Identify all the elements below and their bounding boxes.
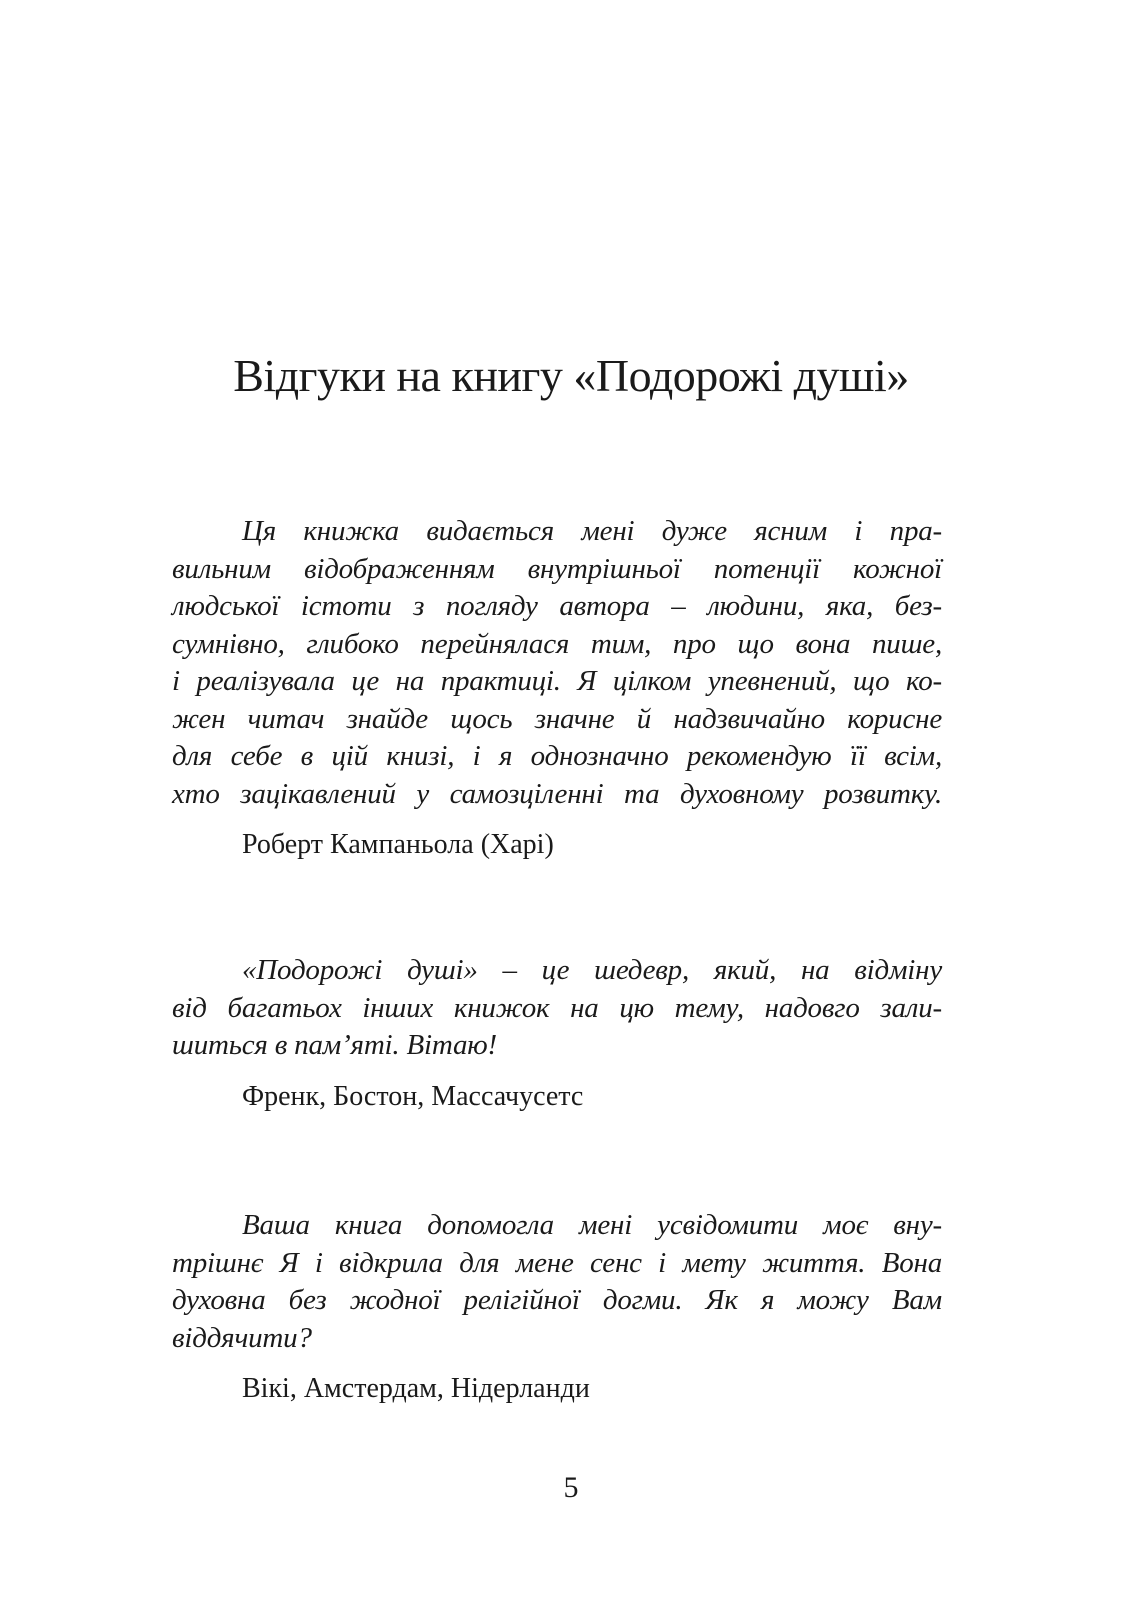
page-title: Відгуки на книгу «Подорожі душі» (233, 350, 909, 401)
review-text-line: віддячити? (172, 1321, 312, 1354)
review-1 (172, 513, 942, 863)
review-2 (172, 952, 942, 1115)
review-text-line: Ваша книга допомогла мені усвідомити моє вну- (242, 1209, 942, 1241)
review-author: Роберт Кампаньола (Харі) (242, 829, 554, 860)
page-number: 5 (563, 1471, 579, 1504)
review-text-line: духовна без жодної релігійної догми. Як я можу Вам (172, 1284, 942, 1316)
review-3 (172, 1207, 942, 1407)
review-text-line: «Подорожі душі» – це шедевр, який, на відміну (242, 954, 942, 986)
review-text-line: Ця книжка видається мені дуже ясним і пра- (242, 515, 942, 547)
review-text-line: і реалізувала це на практиці. Я цілком упевнений, що ко- (172, 665, 942, 697)
review-text-line: хто зацікавлений у самозціленні та духовному розвитку. (172, 777, 942, 810)
review-text-line: від багатьох інших книжок на цю тему, надовго зали- (172, 991, 942, 1024)
review-author: Френк, Бостон, Массачусетс (242, 1080, 584, 1112)
review-text-line: жен читач знайде щось значне й надзвичайно корисне (172, 702, 942, 735)
review-text-line: для себе в цій книзі, і я однозначно рекомендую її всім, (172, 740, 942, 772)
review-author: Вікі, Амстердам, Нідерланди (242, 1373, 590, 1404)
review-text-line: сумнівно, глибоко перейнялася тим, про що вона пише, (172, 627, 942, 660)
review-text-line: шиться в пам’яті. Вітаю! (172, 1029, 497, 1061)
review-text-line: трішнє Я і відкрила для мене сенс і мету життя. Вона (172, 1246, 942, 1279)
review-text-line: вильним відображенням внутрішньої потенції кожної (172, 552, 942, 585)
review-text-line: людської істоти з погляду автора – людини, яка, без- (172, 590, 942, 622)
